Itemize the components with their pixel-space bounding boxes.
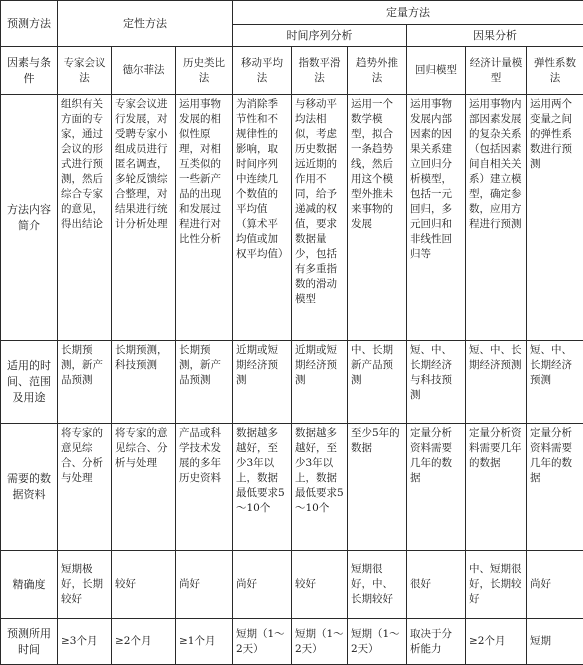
table-cell: 数据越多越好，至少3年以上，数据最低要求5～10个: [292, 424, 348, 551]
table-cell: 数据越多越好，至少3年以上，数据最低要求5～10个: [233, 424, 292, 551]
table-cell: 将专家的意见综合、分析与处理: [112, 424, 176, 551]
table-cell: 专家会议进行发展，对受聘专家小组成员进行匿名调查，多轮反馈综合整理，对结果进行统计分析处理: [112, 95, 176, 341]
table-cell: ≥1个月: [176, 619, 233, 665]
corner-header-cell: 预测方法: [1, 1, 58, 47]
table-cell: 为消除季节性和不规律性的影响，取时间序列中连续几个数值的平均值（算术平均值或加权平均值）: [233, 95, 292, 341]
row-label-scope: 适用的时间、范围及用途: [1, 341, 58, 424]
table-cell: 长期预测，科技预测: [112, 341, 176, 424]
table-cell: ≥2个月: [466, 619, 527, 665]
table-row: [1, 619, 583, 665]
table-row: [1, 424, 583, 551]
table-cell: 短、中、长期经济与科技预测: [407, 341, 466, 424]
table-cell: 运用事物内部因素发展的复杂关系（包括因素间自相关关系）建立模型，确定参数，应用方程进行预测: [466, 95, 527, 341]
method-name-cell: 弹性系数法: [527, 47, 583, 95]
row-label-description: 方法内容简介: [1, 95, 58, 341]
table-row: [1, 341, 583, 424]
table-cell: 产品或科学技术发展的多年历史资料: [176, 424, 233, 551]
table-cell: 近期或短期经济预测: [292, 341, 348, 424]
table-cell: 运用两个变量之间的弹性系数进行预测: [527, 95, 583, 341]
time-series-header: 时间序列分析: [233, 25, 407, 47]
table-row: [1, 95, 583, 341]
table-cell: 定量分析资料需要几年的数据: [407, 424, 466, 551]
quantitative-methods-header: 定量方法: [233, 1, 583, 25]
method-name-cell: 移动平均法: [233, 47, 292, 95]
table-cell: 短、中、长期经济预测: [466, 341, 527, 424]
method-name-cell: 回归模型: [407, 47, 466, 95]
table-cell: ≥2个月: [112, 619, 176, 665]
method-name-cell: 经济计量模型: [466, 47, 527, 95]
table-cell: 尚好: [176, 551, 233, 619]
table-cell: 短期（1～2天）: [348, 619, 407, 665]
table-cell: 较好: [112, 551, 176, 619]
table-cell: 近期或短期经济预测: [233, 341, 292, 424]
table-cell: 短期（1～2天）: [233, 619, 292, 665]
table-cell: 中、长期新产品预测: [348, 341, 407, 424]
table-cell: 长期预测，新产品预测: [58, 341, 112, 424]
table-cell: 运用一个数学模型，拟合一条趋势线，然后用这个模型外推未来事物的发展: [348, 95, 407, 341]
table-cell: 尚好: [527, 551, 583, 619]
table-cell: 定量分析资料需要几年的数据: [466, 424, 527, 551]
method-name-cell: 专家会议法: [58, 47, 112, 95]
method-name-cell: 历史类比法: [176, 47, 233, 95]
table-cell: 取决于分析能力: [407, 619, 466, 665]
causal-analysis-header: 因果分析: [407, 25, 583, 47]
method-name-cell: 指数平滑法: [292, 47, 348, 95]
table-cell: 较好: [292, 551, 348, 619]
table-cell: 短期极好，长期较好: [58, 551, 112, 619]
table-cell: ≥3个月: [58, 619, 112, 665]
table-cell: 将专家的意见综合、分析与处理: [58, 424, 112, 551]
table-cell: 与移动平均法相似，考虑历史数据远近期的作用不同，给予递减的权值，要求数据量少，包括有多重指数的滑动模型: [292, 95, 348, 341]
row-label-factors: 因素与条件: [1, 47, 58, 95]
table-cell: 中、短期很好，长期较好: [466, 551, 527, 619]
row-label-accuracy: 精确度: [1, 551, 58, 619]
method-name-cell: 德尔菲法: [112, 47, 176, 95]
row-label-time-used: 预测所用时间: [1, 619, 58, 665]
table-row: [1, 551, 583, 619]
table-cell: 很好: [407, 551, 466, 619]
table-cell: 长期预测，新产品预测: [176, 341, 233, 424]
table-cell: 至少5年的数据: [348, 424, 407, 551]
table-cell: 短期（1～2天）: [292, 619, 348, 665]
table-cell: 短、中、长期经济预测: [527, 341, 583, 424]
table-cell: 组织有关方面的专家，通过会议的形式进行预测，然后综合专家的意见，得出结论: [58, 95, 112, 341]
row-label-data-required: 需要的数据资料: [1, 424, 58, 551]
table-cell: 运用事物发展内部因素的因果关系建立回归分析模型，包括一元回归，多元回归和非线性回归等: [407, 95, 466, 341]
method-name-row: [1, 47, 583, 95]
table-cell: 运用事物发展的相似性原理，对相互类似的一些新产品的出现和发展过程进行对比性分析: [176, 95, 233, 341]
table-cell: 尚好: [233, 551, 292, 619]
table-cell: 短期: [527, 619, 583, 665]
qualitative-methods-header: 定性方法: [58, 1, 233, 47]
table-cell: 短期很好，中、长期较好: [348, 551, 407, 619]
method-name-cell: 趋势外推法: [348, 47, 407, 95]
table-cell: 定量分析资料需要几年的数据: [527, 424, 583, 551]
